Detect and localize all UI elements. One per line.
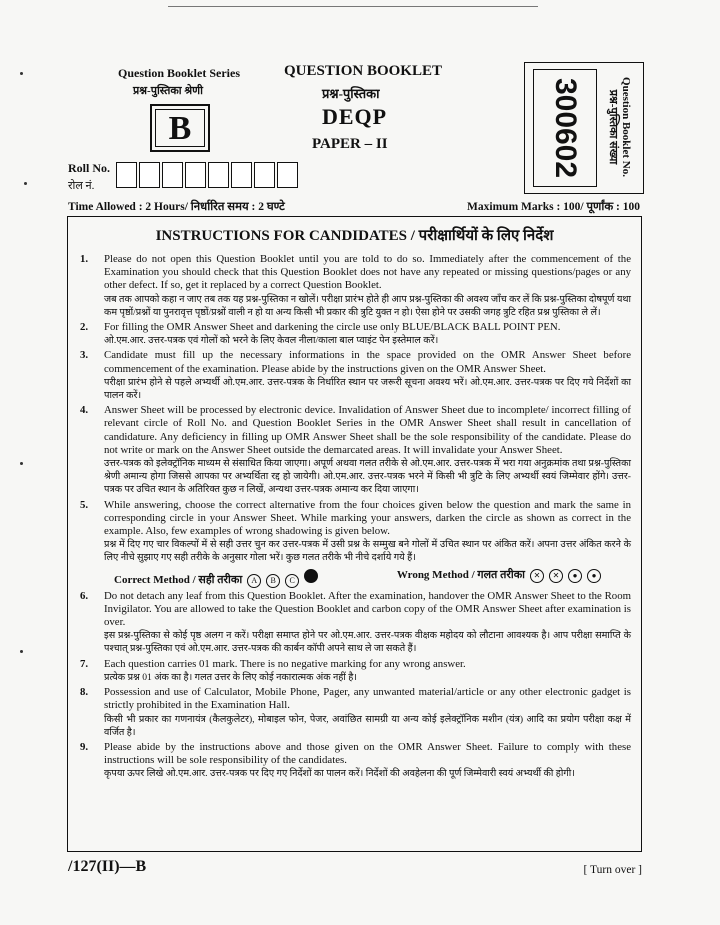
instruction-item xyxy=(80,741,631,781)
instructions-heading: INSTRUCTIONS FOR CANDIDATES / परीक्षार्थियों के लिए निर्देश xyxy=(155,228,554,244)
turn-over: [ Turn over ] xyxy=(583,864,642,876)
instruction-number: 7. xyxy=(80,657,89,670)
instruction-text: Possession and use of Calculator, Mobile Phone, Pager, any unwanted material/article or any other electronic gadget is strictly prohibited in the Examination Hall. xyxy=(104,686,631,712)
margin-dot xyxy=(20,462,23,465)
series-letter: B xyxy=(155,109,205,147)
footer-code: /127(II)—B xyxy=(68,858,147,875)
roll-digit-box[interactable] xyxy=(208,162,229,188)
instruction-text-hindi: उत्तर-पत्रक को इलेक्ट्रॉनिक माध्यम से संसाधित किया जाएगा। अपूर्ण अथवा गलत तरीके से ओ.एम.आर. उत्तर-पत्रक में भरा गया अनुक्रमांक तथा प्रश्न-पुस्तिका श्रेणी अमान्य होगा जिससे आपका पर अभ्यर्थिता रद्द हो जायेगी। ओ.एम.आर. उत्तर-पत्रक भरने में किसी भी त्रुटि के लिए अभ्यर्थी स्वयं जिम्मेवार होंगे। उत्तर-पत्रक पर उचित स्थान के अतिरिक्त कुछ न लिखें, अन्यथा उत्तर-पत्रक अमान्य कर दिया जाएगा। xyxy=(104,458,631,496)
instruction-text-hindi: प्रत्येक प्रश्न 01 अंक का है। गलत उत्तर के लिए कोई नकारात्मक अंक नहीं है। xyxy=(104,671,357,683)
correct-method xyxy=(114,569,318,588)
instruction-text: Answer Sheet will be processed by electronic device. Invalidation of Answer Sheet due to incomplete/ incorrect filling of relevant circle of Roll No. and Question Booklet Series in the OMR Answer Sheet shall result in cancellation of candidature. Any deficiency in filling up OMR Answer Sheet shall be the sole responsibility of the candidate. Please do not write or mark on the Answer Sheet outside the demarcated areas. It will invalidate your Answer Sheet. xyxy=(104,404,631,456)
answer-bubble xyxy=(304,569,318,583)
instruction-item xyxy=(80,404,631,496)
instruction-text: While answering, choose the correct alternative from the four choices given below the question and mark the same in corresponding circle in your Answer Sheet. While marking your answers, darken the circle as shown as correct in the example. Also, few examples of wrong shadowing is given below. xyxy=(104,498,631,538)
instruction-item xyxy=(80,253,631,319)
series-letter-box xyxy=(150,104,210,152)
correct-method-label: Correct Method / सही तरीका xyxy=(114,573,243,586)
instructions-box xyxy=(67,216,642,852)
booklet-number: 300602 xyxy=(549,77,582,179)
instruction-item xyxy=(80,349,631,402)
wrong-method-label: Wrong Method / गलत तरीका xyxy=(396,568,525,581)
instruction-text: Candidate must fill up the necessary informations in the space provided on the OMR Answer Sheet before commencement of the examination. Please abide by the instructions given on the OMR Answer Sheet. xyxy=(104,349,631,375)
roll-label-hindi: रोल नं. xyxy=(68,180,95,192)
booklet-title: QUESTION BOOKLET xyxy=(284,63,442,79)
instruction-text: Do not detach any leaf from this Question Booklet. After the examination, handover the OMR Answer Sheet to the Room Invigilator. You are allowed to take the Question Booklet and carbon copy of the OMR Answer Sheet after examination is over. xyxy=(104,589,631,629)
answer-bubble: ● xyxy=(568,569,582,583)
answer-bubble: ● xyxy=(587,569,601,583)
answer-bubble: ✕ xyxy=(530,569,544,583)
roll-digit-box[interactable] xyxy=(185,162,206,188)
instruction-item xyxy=(80,321,631,347)
roll-digit-box[interactable] xyxy=(254,162,275,188)
wrong-method xyxy=(397,569,601,588)
marking-methods xyxy=(80,567,631,590)
margin-dot xyxy=(24,182,27,185)
instruction-item xyxy=(80,590,631,656)
exam-code: DEQP xyxy=(322,104,388,129)
roll-digit-box[interactable] xyxy=(162,162,183,188)
roll-number-boxes[interactable] xyxy=(116,162,300,188)
instruction-text-hindi: किसी भी प्रकार का गणनायंत्र (कैलकुलेटर), मोबाइल फोन, पेजर, अवांछित सामग्री या अन्य कोई इलेक्ट्रॉनिक मशीन (यंत्र) आदि का प्रयोग परीक्षा कक्ष में वर्जित है। xyxy=(104,713,631,738)
booklet-number-cell xyxy=(533,69,597,187)
instruction-number: 1. xyxy=(80,253,89,265)
instruction-number: 5. xyxy=(80,498,89,511)
instructions-list xyxy=(80,253,631,783)
roll-digit-box[interactable] xyxy=(116,162,137,188)
answer-bubble: C xyxy=(285,574,299,588)
instruction-text: Please abide by the instructions above and those given on the OMR Answer Sheet. Failure to comply with these instructions will be sole responsibility of the candidates. xyxy=(104,740,631,767)
answer-bubble: ✕ xyxy=(549,569,563,583)
series-label: Question Booklet Series xyxy=(118,66,240,80)
series-label-hindi: प्रश्न-पुस्तिका श्रेणी xyxy=(133,85,203,97)
instruction-item xyxy=(80,686,631,739)
roll-label: Roll No. xyxy=(68,161,110,175)
margin-dot xyxy=(20,650,23,653)
instruction-number: 3. xyxy=(80,349,89,362)
instruction-number: 9. xyxy=(80,740,89,753)
top-rule xyxy=(168,6,538,7)
instruction-text-hindi: परीक्षा प्रारंभ होने से पहले अभ्यर्थी ओ.एम.आर. उत्तर-पत्रक के निर्धारित स्थान पर जरूरी सूचना अवश्य भरें। ओ.एम.आर. उत्तर-पत्रक पर दिए गये निर्देशों का पालन करें। xyxy=(104,376,631,402)
instruction-text-hindi: इस प्रश्न-पुस्तिका से कोई पृष्ठ अलग न करें। परीक्षा समाप्त होने पर ओ.एम.आर. उत्तर-पत्रक वीक्षक महोदय को लौटाना आवश्यक है। आप परीक्षा समाप्ति के पश्चात् प्रश्न-पुस्तिका एवं ओ.एम.आर. उत्तर-पत्रक की कार्बन कॉपी अपने साथ ले जा सकते हैं। xyxy=(104,630,631,655)
maximum-marks: Maximum Marks : 100/ पूर्णांक : 100 xyxy=(467,201,640,213)
instruction-text-hindi: ओ.एम.आर. उत्तर-पत्रक एवं गोलों को भरने के लिए केवल नीला/काला बाल प्वाइंट पेन इस्तेमाल करें। xyxy=(104,335,439,347)
instruction-text-hindi: प्रश्न में दिए गए चार विकल्पों में से सही उत्तर चुन कर उत्तर-पत्रक में उसी प्रश्न के सम्मुख बने गोलों में उचित स्थान पर अंकित करें। अपना उत्तर अंकित करने के लिए नीचे सुझाए गए सही तरीके के अनुसार गोला भरें। कुछ गलत तरीके भी नीचे दर्शाये गये हैं। xyxy=(104,539,631,564)
instruction-number: 6. xyxy=(80,589,89,602)
instruction-item xyxy=(80,499,631,565)
instruction-number: 8. xyxy=(80,686,89,699)
roll-digit-box[interactable] xyxy=(277,162,298,188)
answer-bubble: B xyxy=(266,574,280,588)
roll-digit-box[interactable] xyxy=(139,162,160,188)
instruction-text-hindi: जब तक आपको कहा न जाए तब तक यह प्रश्न-पुस्तिका न खोलें। परीक्षा प्रारंभ होते ही आप प्रश्न-पुस्तिका की अवश्य जाँच कर लें कि प्रश्न-पुस्तिका दोषपूर्ण यथा कम पृष्ठों/प्रश्नों या पुनरावृत्त पृष्ठों/प्रश्नों वाली न हो या अन्य किसी भी प्रकार की त्रुटि युक्त न हो। ऐसा होने पर उसकी जगह त्रुटि रहित प्रश्न पुस्तिका ले लें। xyxy=(104,293,631,318)
instruction-text-hindi: कृपया ऊपर लिखे ओ.एम.आर. उत्तर-पत्रक पर दिए गए निर्देशों का पालन करें। निर्देशों की अवहेलना की पूर्ण जिम्मेवारी स्वयं अभ्यर्थी की होगी। xyxy=(104,768,575,780)
instruction-number: 2. xyxy=(80,321,89,334)
instruction-number: 4. xyxy=(80,404,89,417)
instruction-text: Please do not open this Question Booklet until you are told to do so. Immediately after the commencement of the Examination you should check that this Question Booklet does not have any repeated or missing questions/pages or any other defect. If so, get it replaced by a correct Question Booklet. xyxy=(104,253,631,292)
time-allowed: Time Allowed : 2 Hours/ निर्धारित समय : 2 घण्टे xyxy=(68,201,285,213)
instruction-text: Each question carries 01 mark. There is no negative marking for any wrong answer. xyxy=(104,657,466,670)
answer-bubble: A xyxy=(247,574,261,588)
margin-dot xyxy=(20,72,23,75)
booklet-title-hindi: प्रश्न-पुस्तिका xyxy=(322,86,380,101)
booklet-number-label-cell xyxy=(599,69,639,185)
instruction-text: For filling the OMR Answer Sheet and darkening the circle use only BLUE/BLACK BALL POINT PEN. xyxy=(104,321,561,334)
paper-label: PAPER – II xyxy=(312,136,388,152)
booklet-number-box xyxy=(524,62,644,194)
instruction-item xyxy=(80,658,631,684)
roll-digit-box[interactable] xyxy=(231,162,252,188)
booklet-number-label: Question Booklet No. प्रश्न-पुस्तिका संख्या xyxy=(607,77,632,177)
